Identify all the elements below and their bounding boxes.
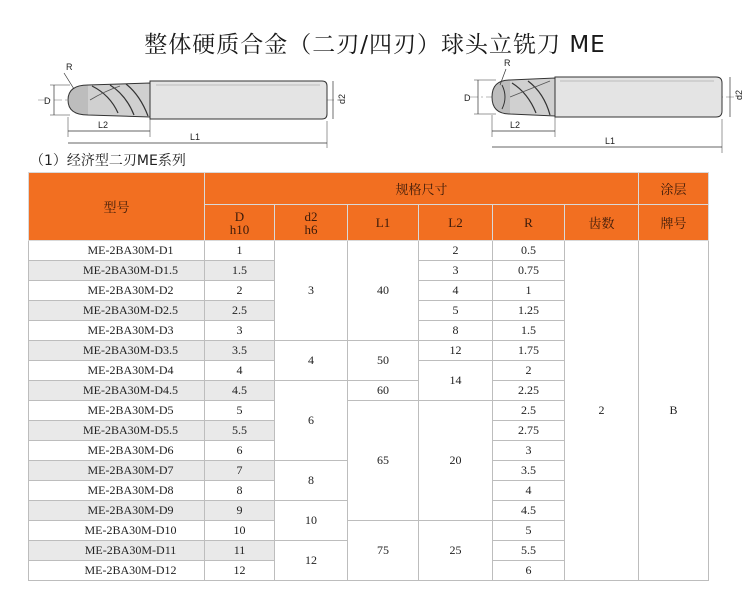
d-cell: 10 bbox=[205, 521, 275, 541]
model-cell: ME-2BA30M-D3.5 bbox=[29, 341, 205, 361]
d-cell: 3.5 bbox=[205, 341, 275, 361]
header-l1: L1 bbox=[348, 205, 419, 241]
l1-cell: 75 bbox=[348, 521, 419, 581]
model-cell: ME-2BA30M-D11 bbox=[29, 541, 205, 561]
l1-cell: 60 bbox=[348, 381, 419, 401]
model-cell: ME-2BA30M-D12 bbox=[29, 561, 205, 581]
l2-cell: 20 bbox=[419, 401, 493, 521]
d2-cell: 8 bbox=[275, 461, 348, 501]
model-cell: ME-2BA30M-D3 bbox=[29, 321, 205, 341]
header-coating: 涂层 bbox=[639, 173, 709, 205]
l2-cell: 8 bbox=[419, 321, 493, 341]
l2-cell: 14 bbox=[419, 361, 493, 401]
d2-cell: 12 bbox=[275, 541, 348, 581]
model-cell: ME-2BA30M-D5.5 bbox=[29, 421, 205, 441]
l2-cell: 12 bbox=[419, 341, 493, 361]
header-brand: 牌号 bbox=[639, 205, 709, 241]
model-cell: ME-2BA30M-D4.5 bbox=[29, 381, 205, 401]
d-cell: 5.5 bbox=[205, 421, 275, 441]
d-cell: 8 bbox=[205, 481, 275, 501]
model-cell: ME-2BA30M-D9 bbox=[29, 501, 205, 521]
diameter-label: D bbox=[44, 96, 51, 106]
model-cell: ME-2BA30M-D1.5 bbox=[29, 261, 205, 281]
header-r: R bbox=[493, 205, 565, 241]
d-cell: 2 bbox=[205, 281, 275, 301]
d-cell: 5 bbox=[205, 401, 275, 421]
teeth-cell: 2 bbox=[565, 241, 639, 581]
shank-diameter-label-right: d2 bbox=[734, 89, 744, 100]
model-cell: ME-2BA30M-D6 bbox=[29, 441, 205, 461]
r-cell: 2.75 bbox=[493, 421, 565, 441]
l1-cell: 50 bbox=[348, 341, 419, 381]
d-cell: 4 bbox=[205, 361, 275, 381]
header-l2: L2 bbox=[419, 205, 493, 241]
overall-length-label-right: L1 bbox=[605, 136, 616, 146]
model-cell: ME-2BA30M-D5 bbox=[29, 401, 205, 421]
radius-label: R bbox=[66, 62, 73, 72]
d-cell: 4.5 bbox=[205, 381, 275, 401]
end-mill-drawing-right bbox=[450, 55, 745, 155]
header-teeth: 齿数 bbox=[565, 205, 639, 241]
brand-cell: B bbox=[639, 241, 709, 581]
l1-cell: 40 bbox=[348, 241, 419, 341]
r-cell: 2 bbox=[493, 361, 565, 381]
d2-cell: 6 bbox=[275, 381, 348, 461]
end-mill-drawing-left bbox=[30, 55, 350, 150]
d-cell: 2.5 bbox=[205, 301, 275, 321]
model-cell: ME-2BA30M-D1 bbox=[29, 241, 205, 261]
d-cell: 6 bbox=[205, 441, 275, 461]
flute-length-label-right: L2 bbox=[510, 120, 521, 130]
d-cell: 12 bbox=[205, 561, 275, 581]
table-row bbox=[29, 241, 709, 261]
model-cell: ME-2BA30M-D8 bbox=[29, 481, 205, 501]
header-d2: d2 h6 bbox=[275, 205, 348, 241]
r-cell: 4.5 bbox=[493, 501, 565, 521]
radius-label-right: R bbox=[504, 58, 511, 68]
r-cell: 1.5 bbox=[493, 321, 565, 341]
d-cell: 11 bbox=[205, 541, 275, 561]
r-cell: 0.5 bbox=[493, 241, 565, 261]
l2-cell: 25 bbox=[419, 521, 493, 581]
r-cell: 1 bbox=[493, 281, 565, 301]
header-model: 型号 bbox=[29, 173, 205, 241]
l2-cell: 3 bbox=[419, 261, 493, 281]
r-cell: 5 bbox=[493, 521, 565, 541]
shank-diameter-label: d2 bbox=[337, 93, 347, 104]
model-cell: ME-2BA30M-D10 bbox=[29, 521, 205, 541]
header-d: D h10 bbox=[205, 205, 275, 241]
l1-cell: 65 bbox=[348, 401, 419, 521]
r-cell: 6 bbox=[493, 561, 565, 581]
header-spec: 规格尺寸 bbox=[205, 173, 639, 205]
page-title: 整体硬质合金（二刃/四刃）球头立铣刀 ME bbox=[144, 32, 606, 58]
r-cell: 4 bbox=[493, 481, 565, 501]
r-cell: 2.25 bbox=[493, 381, 565, 401]
model-cell: ME-2BA30M-D7 bbox=[29, 461, 205, 481]
flute-length-label: L2 bbox=[98, 120, 109, 130]
r-cell: 2.5 bbox=[493, 401, 565, 421]
r-cell: 5.5 bbox=[493, 541, 565, 561]
r-cell: 1.25 bbox=[493, 301, 565, 321]
l2-cell: 2 bbox=[419, 241, 493, 261]
d2-cell: 3 bbox=[275, 241, 348, 341]
spec-table bbox=[28, 172, 709, 581]
r-cell: 0.75 bbox=[493, 261, 565, 281]
r-cell: 3 bbox=[493, 441, 565, 461]
d-cell: 9 bbox=[205, 501, 275, 521]
section-subtitle: （1）经济型二刃ME系列 bbox=[30, 153, 186, 169]
overall-length-label: L1 bbox=[190, 132, 201, 142]
d2-cell: 4 bbox=[275, 341, 348, 381]
model-cell: ME-2BA30M-D2 bbox=[29, 281, 205, 301]
model-cell: ME-2BA30M-D4 bbox=[29, 361, 205, 381]
d-cell: 1.5 bbox=[205, 261, 275, 281]
model-cell: ME-2BA30M-D2.5 bbox=[29, 301, 205, 321]
l2-cell: 4 bbox=[419, 281, 493, 301]
d-cell: 3 bbox=[205, 321, 275, 341]
d2-cell: 10 bbox=[275, 501, 348, 541]
d-cell: 1 bbox=[205, 241, 275, 261]
diameter-label-right: D bbox=[464, 93, 471, 103]
l2-cell: 5 bbox=[419, 301, 493, 321]
d-cell: 7 bbox=[205, 461, 275, 481]
r-cell: 3.5 bbox=[493, 461, 565, 481]
r-cell: 1.75 bbox=[493, 341, 565, 361]
